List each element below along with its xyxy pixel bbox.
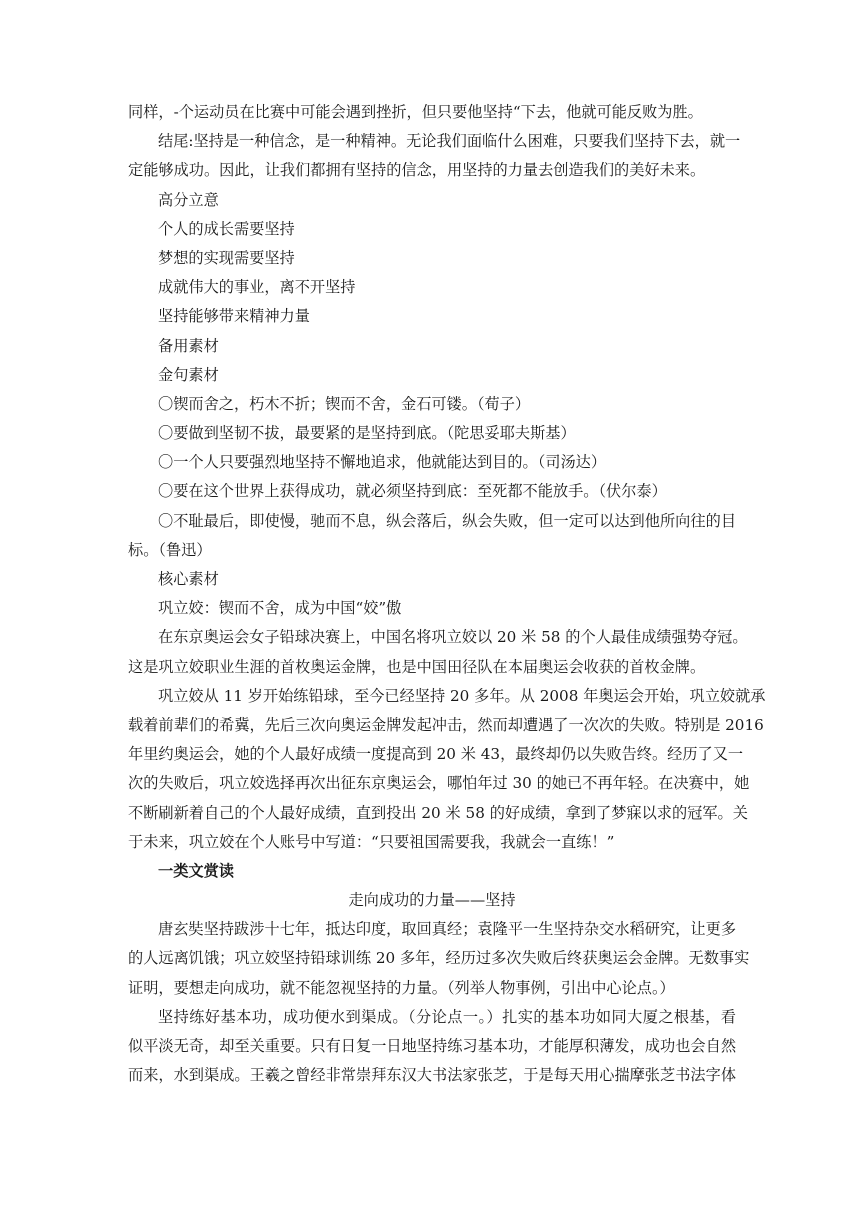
essay-title: 走向成功的力量——坚持 bbox=[348, 891, 516, 910]
quote-item: 〇锲而舍之，朽木不折；锲而不舍，金石可镂。（荀子） bbox=[158, 394, 531, 413]
quote-item: 〇要做到坚韧不拔，最要紧的是坚持到底。（陀思妥耶夫斯基） bbox=[158, 424, 576, 443]
text-line: 证明，要想走向成功，就不能忽视坚持的力量。（列举人物事例，引出中心论点。） bbox=[128, 978, 675, 997]
text-line: 次的失败后，巩立姣选择再次出征东京奥运会，哪怕年过 30 的她已不再年轻。在决赛中，她 bbox=[128, 774, 750, 793]
text-line: 不断刷新着自己的个人最好成绩，直到投出 20 米 58 的好成绩，拿到了梦寐以求的冠军。关 bbox=[128, 803, 748, 822]
text-line: 巩立姣从 11 岁开始练铅球，至今已经坚持 20 多年。从 2008 年奥运会开始，巩立姣就承 bbox=[158, 686, 766, 705]
section-heading: 高分立意 bbox=[158, 190, 219, 209]
text-line: 坚持练好基本功，成功便水到渠成。（分论点一。）扎实的基本功如同大厦之根基，看 bbox=[158, 1007, 736, 1026]
quote-item: 〇一个人只要强烈地坚持不懈地追求，他就能达到目的。（司汤达） bbox=[158, 453, 607, 472]
list-item: 成就伟大的事业，离不开坚持 bbox=[158, 278, 356, 297]
text-line: 的人远离饥饿；巩立姣坚持铅球训练 20 多年，经历过多次失败后终获奥运会金牌。无数事实 bbox=[128, 949, 750, 968]
text-line: 似平淡无奇，却至关重要。只有日复一日地坚持练习基本功，才能厚积薄发，成功也会自然 bbox=[128, 1037, 736, 1055]
section-heading: 一类文赏读 bbox=[158, 861, 234, 880]
section-heading: 核心素材 bbox=[158, 570, 219, 588]
text-line: 标。（鲁迅） bbox=[128, 540, 212, 559]
quote-item: 〇不耻最后，即使慢，驰而不息，纵会落后，纵会失败，但一定可以达到他所向往的目 bbox=[158, 511, 736, 530]
text-line: 载着前辈们的希冀，先后三次向奥运金牌发起冲击，然而却遭遇了一次次的失败。特别是 2016 bbox=[128, 715, 764, 734]
text-line: 结尾:坚持是一种信念，是一种精神。无论我们面临什么困难，只要我们坚持下去，就一 bbox=[158, 132, 741, 151]
text-line: 于未来，巩立姣在个人账号中写道：“只要祖国需要我，我就会一直练！” bbox=[128, 832, 615, 851]
text-line: 而来，水到渠成。王羲之曾经非常崇拜东汉大书法家张芝，于是每天用心揣摩张芝书法字体 bbox=[128, 1066, 736, 1085]
section-heading: 备用素材 bbox=[158, 336, 219, 355]
section-heading: 金句素材 bbox=[158, 365, 219, 384]
material-title: 巩立姣：锲而不舍，成为中国“姣”傲 bbox=[158, 599, 402, 618]
text-line: 唐玄奘坚持跋涉十七年，抵达印度，取回真经；袁隆平一生坚持杂交水稻研究，让更多 bbox=[158, 920, 736, 939]
text-line: 定能够成功。因此，让我们都拥有坚持的信念，用坚持的力量去创造我们的美好未来。 bbox=[128, 161, 706, 180]
text-line: 在东京奥运会女子铅球决赛上，中国名将巩立姣以 20 米 58 的个人最佳成绩强势夺冠。 bbox=[158, 628, 748, 647]
document-body bbox=[128, 98, 766, 1090]
list-item: 坚持能够带来精神力量 bbox=[158, 307, 310, 326]
text-line: 年里约奥运会，她的个人最好成绩一度提高到 20 米 43，最终却仍以失败告终。经历了又一 bbox=[128, 745, 744, 764]
list-item: 梦想的实现需要坚持 bbox=[158, 248, 295, 267]
quote-item: 〇要在这个世界上获得成功，就必须坚持到底：至死都不能放手。（伏尔泰） bbox=[158, 482, 667, 501]
list-item: 个人的成长需要坚持 bbox=[158, 219, 295, 238]
text-line: 这是巩立姣职业生涯的首枚奥运金牌，也是中国田径队在本届奥运会收获的首枚金牌。 bbox=[128, 657, 706, 676]
text-line: 同样，-个运动员在比赛中可能会遇到挫折，但只要他坚持“下去，他就可能反败为胜。 bbox=[128, 103, 703, 121]
